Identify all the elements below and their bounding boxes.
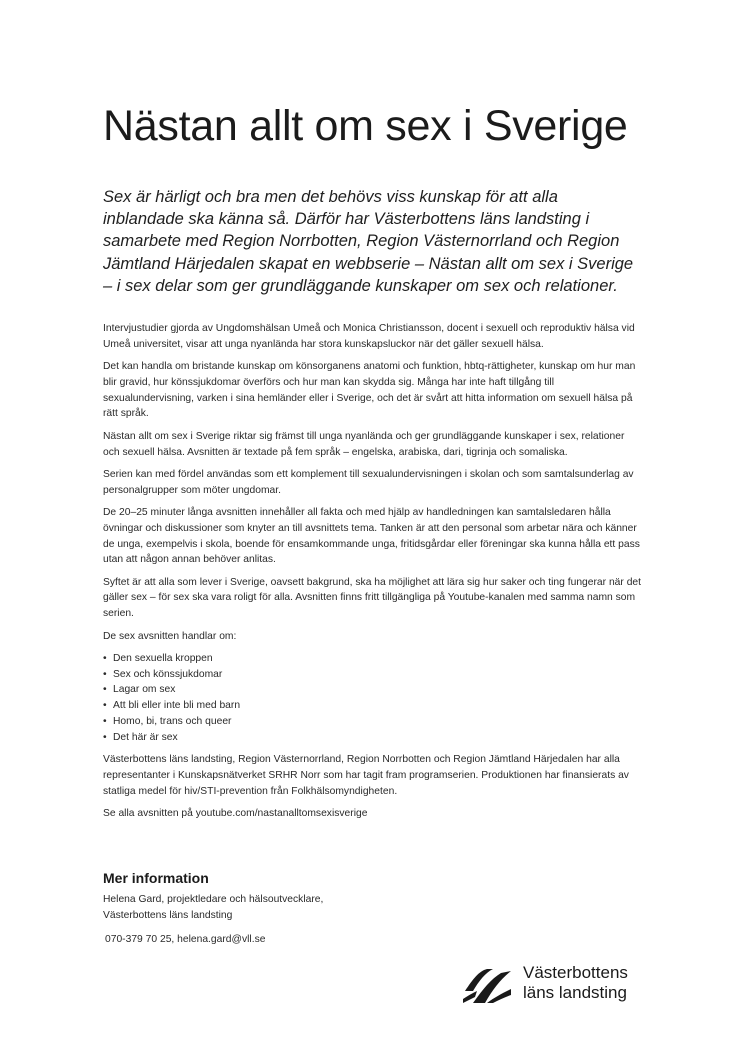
list-item: [103, 698, 643, 714]
episode-title: Den sexuella kroppen: [113, 652, 213, 664]
list-item: [103, 714, 643, 730]
paragraph: Intervjustudier gjorda av Ungdomshälsan Umeå och Monica Christiansson, docent i sexuell och reproduktiv hälsa vid Umeå universitet, visar att unga nyanlända har stora kunskapsluckor när det gäller sexuell hälsa.: [103, 323, 635, 350]
bullet-icon: •: [103, 668, 107, 680]
episode-title: Homo, bi, trans och queer: [113, 716, 232, 728]
contact-name: Helena Gard, projektledare och hälsoutvecklare,: [103, 894, 324, 905]
body-text: [103, 321, 643, 828]
logo-line-2: läns landsting: [523, 982, 627, 1002]
bullet-icon: •: [103, 716, 107, 728]
paragraph: De 20–25 minuter långa avsnitten innehåller all fakta och med hjälp av handledningen kan samtalsledaren hålla övningar och diskussioner som knyter an till avsnittets tema. Tanken är att den personal som arbetar nära och känner de unga, exempelvis i skola, boende för ensamkommande unga, fritidsgårdar eller föreningar ska kunna hålla ett pass utan att någon annan behöver anlitas.: [103, 506, 640, 566]
bullet-icon: •: [103, 652, 107, 664]
list-item: [103, 667, 643, 683]
episode-title: Att bli eller inte bli med barn: [113, 700, 241, 712]
list-intro: De sex avsnitten handlar om:: [103, 630, 237, 642]
list-item: [103, 651, 643, 667]
episode-list: [103, 651, 643, 746]
paragraph: Nästan allt om sex i Sverige riktar sig främst till unga nyanlända och ger grundläggande kunskaper i sex, relationer och sexuell hälsa. Avsnitten är textade på fem språk – engelska, arabiska, dari, tigrinja och somaliska.: [103, 430, 625, 458]
organization-logo: [463, 963, 663, 1011]
vll-wave-logo-icon: [463, 965, 513, 1005]
list-item: [103, 730, 643, 746]
episode-title: Det här är sex: [113, 731, 178, 743]
youtube-link-text: Se alla avsnitten på youtube.com/nastanalltomsexisverige: [103, 808, 368, 820]
bullet-icon: •: [103, 731, 107, 743]
paragraph: Serien kan med fördel användas som ett komplement till sexualundervisningen i skolan och som samtalsunderlag av personalgrupper som möter ungdomar.: [103, 468, 634, 496]
paragraph: Det kan handla om bristande kunskap om könsorganens anatomi och funktion, hbtq-rättigheter, kunskap om hur man blir gravid, hur könssjukdomar överförs och hur man kan skydda sig. Många har inte haft tillgång till sexualundervisning, varken i sina hemländer eller i Sverige, och det är svårt att hitta information om sexuell hälsa på rätt språk.: [103, 361, 636, 420]
paragraph: Syftet är att alla som lever i Sverige, oavsett bakgrund, ska ha möjlighet att lära sig hur saker och ting fungerar när det gäller sex – för sex ska vara roligt för alla. Avsnitten finns fritt tillgängliga på Youtube-kanalen med samma namn som serien.: [103, 576, 642, 620]
page-title: Nästan allt om sex i Sverige: [103, 102, 628, 150]
contact-heading: Mer information: [103, 870, 209, 886]
contact-section: [103, 870, 503, 948]
bullet-icon: •: [103, 700, 107, 712]
contact-organization: Västerbottens läns landsting: [103, 910, 233, 921]
paragraph: Västerbottens läns landsting, Region Västernorrland, Region Norrbotten och Region Jämtland Härjedalen har alla representanter i Kunskapsnätverket SRHR Norr som har tagit fram programserien. Produktionen har finansierats av statliga medel för hiv/STI-prevention från Folkhälsomyndigheten.: [103, 754, 629, 797]
episode-title: Lagar om sex: [113, 684, 176, 696]
logo-text: [523, 963, 628, 1002]
bullet-icon: •: [103, 684, 107, 696]
logo-line-1: Västerbottens: [523, 963, 628, 982]
list-item: [103, 682, 643, 698]
episode-title: Sex och könssjukdomar: [113, 668, 223, 680]
lead-paragraph: Sex är härligt och bra men det behövs viss kunskap för att alla inblandade ska känna så. Därför har Västerbottens läns landsting i samarbete med Region Norrbotten, Region Västernorrland och Region Jämtland Härjedalen skapat en webbserie – Nästan allt om sex i Sverige – i sex delar som ger grundläggande kunskaper om sex och relationer.: [103, 188, 634, 295]
contact-phone-email: 070-379 70 25, helena.gard@vll.se: [105, 934, 266, 945]
